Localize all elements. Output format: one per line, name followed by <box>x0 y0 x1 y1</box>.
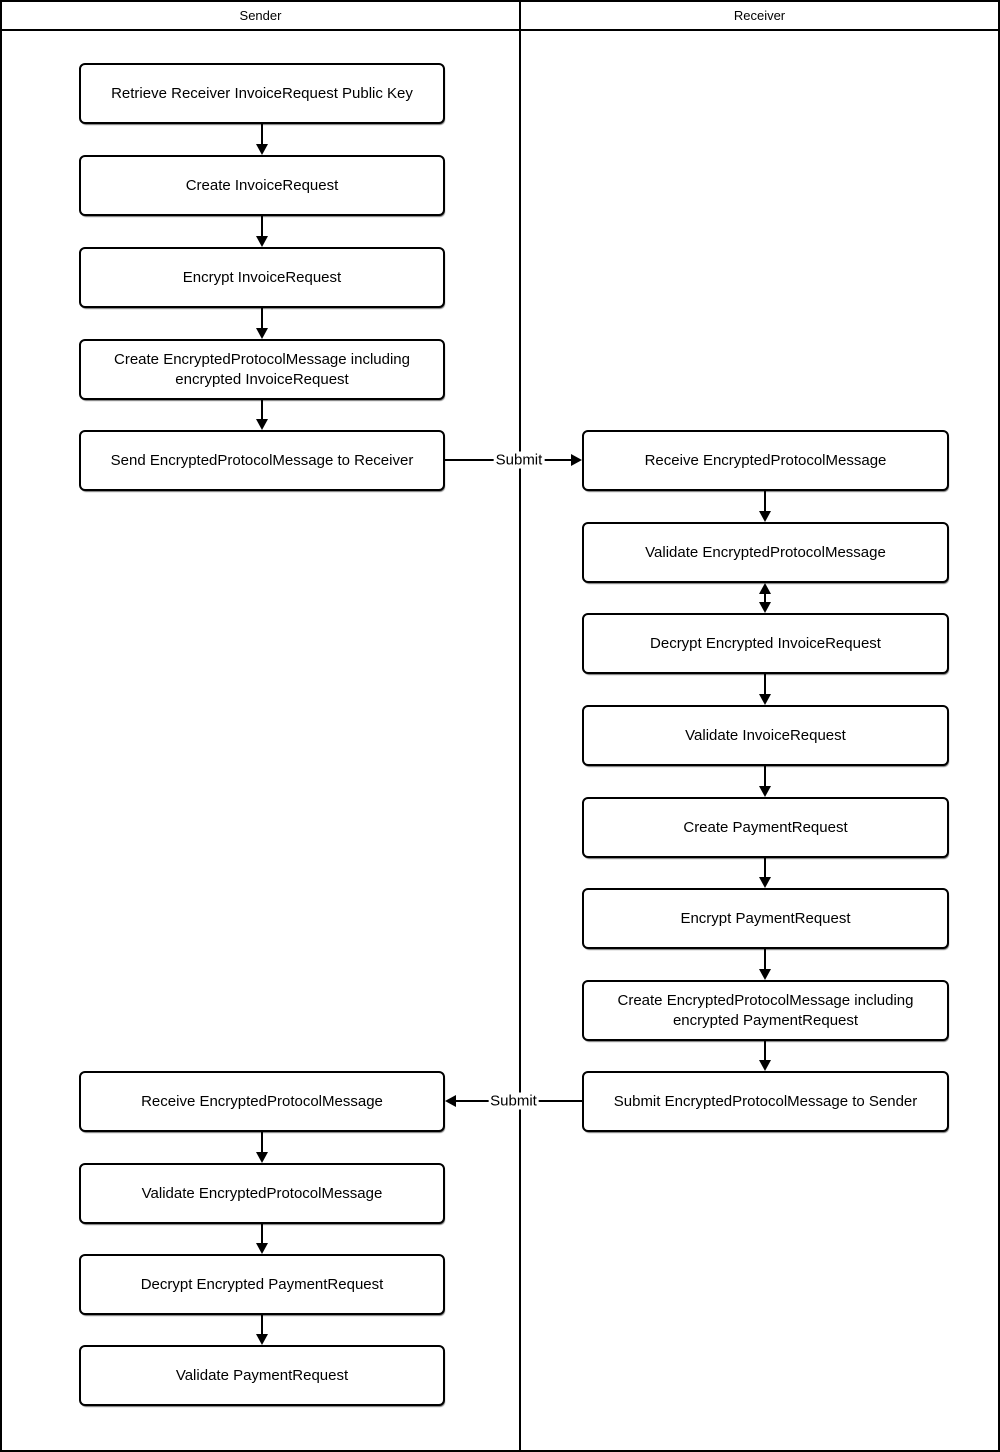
flow-arrow-down <box>759 766 771 797</box>
node-decrypt-encrypted-paymentrequest <box>79 1254 445 1315</box>
submit-arrow-to-sender <box>445 1094 582 1108</box>
node-label: Encrypt PaymentRequest <box>680 909 851 927</box>
flow-arrow-down <box>256 400 268 430</box>
node-encrypt-invoicerequest <box>79 247 445 308</box>
node-label: Submit EncryptedProtocolMessage to Sender <box>613 1092 918 1110</box>
node-label: Validate EncryptedProtocolMessage <box>141 1184 383 1202</box>
node-validate-invoicerequest <box>582 705 949 766</box>
arrow-line <box>764 674 766 696</box>
arrow-line <box>261 216 263 238</box>
arrow-line <box>764 949 766 971</box>
node-sender-receive-encryptedprotocolmessage <box>79 1071 445 1132</box>
node-encrypt-paymentrequest <box>582 888 949 949</box>
arrowhead-down-icon <box>759 877 771 888</box>
flow-arrow-down <box>759 949 771 980</box>
node-decrypt-encrypted-invoicerequest <box>582 613 949 674</box>
lane-title-receiver: Receiver <box>733 8 786 23</box>
arrowhead-down-icon <box>759 1060 771 1071</box>
arrowhead-down-icon <box>256 1243 268 1254</box>
lane-header-sender <box>2 2 519 31</box>
node-create-paymentrequest <box>582 797 949 858</box>
arrow-line <box>261 124 263 146</box>
arrowhead-down-icon <box>256 1334 268 1345</box>
node-label: Validate EncryptedProtocolMessage <box>645 543 886 561</box>
arrow-line <box>764 766 766 788</box>
arrowhead-down-icon <box>759 969 771 980</box>
node-create-encryptedprotocolmessage-paymentrequest <box>582 980 949 1041</box>
arrowhead-down-icon <box>256 419 268 430</box>
arrow-line <box>261 1224 263 1245</box>
node-receiver-validate-encryptedprotocolmessage <box>582 522 949 583</box>
arrowhead-down-icon <box>256 1152 268 1163</box>
node-label: Create PaymentRequest <box>683 818 848 836</box>
flow-arrow-down <box>256 1315 268 1345</box>
node-label: Validate InvoiceRequest <box>685 726 846 744</box>
node-label: Validate PaymentRequest <box>175 1366 349 1384</box>
node-sender-validate-encryptedprotocolmessage <box>79 1163 445 1224</box>
lane-header-receiver <box>521 2 998 31</box>
flow-arrow-double <box>759 583 771 613</box>
arrowhead-down-icon <box>759 602 771 613</box>
arrowhead-left-icon <box>445 1095 456 1107</box>
submit-label: Submit <box>490 1092 537 1110</box>
flow-arrow-down <box>256 1132 268 1163</box>
submit-arrow-to-receiver <box>445 453 582 467</box>
arrowhead-down-icon <box>256 236 268 247</box>
flow-arrow-down <box>256 124 268 155</box>
arrow-line <box>261 1315 263 1336</box>
node-label: Retrieve Receiver InvoiceRequest Public Key <box>111 84 413 102</box>
flow-arrow-down <box>256 1224 268 1254</box>
flow-arrow-down <box>759 858 771 888</box>
arrow-line <box>261 400 263 421</box>
arrow-line <box>261 308 263 330</box>
node-label: Create EncryptedProtocolMessage including encrypted PaymentRequest <box>617 991 914 1029</box>
node-create-invoicerequest <box>79 155 445 216</box>
arrowhead-down-icon <box>256 328 268 339</box>
node-label: Create InvoiceRequest <box>185 176 339 194</box>
arrow-line <box>764 491 766 513</box>
arrowhead-down-icon <box>759 786 771 797</box>
node-label: Create EncryptedProtocolMessage including encrypted InvoiceRequest <box>114 350 410 388</box>
node-retrieve-receiver-invoicerequest-public-key <box>79 63 445 124</box>
flow-arrow-down <box>759 1041 771 1071</box>
node-label: Receive EncryptedProtocolMessage <box>141 1092 383 1110</box>
flow-arrow-down <box>256 308 268 339</box>
arrow-line <box>261 1132 263 1154</box>
flow-arrow-down <box>759 491 771 522</box>
node-label: Encrypt InvoiceRequest <box>182 268 342 286</box>
node-receiver-receive-encryptedprotocolmessage <box>582 430 949 491</box>
node-send-encryptedprotocolmessage-to-receiver <box>79 430 445 491</box>
arrowhead-down-icon <box>759 694 771 705</box>
node-validate-paymentrequest <box>79 1345 445 1406</box>
arrowhead-up-icon <box>759 583 771 594</box>
lane-divider <box>519 2 521 1450</box>
submit-label: Submit <box>495 451 543 469</box>
flow-arrow-down <box>256 216 268 247</box>
node-submit-encryptedprotocolmessage-to-sender <box>582 1071 949 1132</box>
arrow-line <box>764 1041 766 1062</box>
arrowhead-down-icon <box>256 144 268 155</box>
node-label: Decrypt Encrypted InvoiceRequest <box>650 634 881 652</box>
arrowhead-down-icon <box>759 511 771 522</box>
arrow-line <box>764 858 766 879</box>
node-create-encryptedprotocolmessage-invoicerequest <box>79 339 445 400</box>
flow-arrow-down <box>759 674 771 705</box>
node-label: Send EncryptedProtocolMessage to Receiver <box>110 451 414 469</box>
lane-title-sender: Sender <box>239 8 282 23</box>
node-label: Receive EncryptedProtocolMessage <box>644 451 887 469</box>
node-label: Decrypt Encrypted PaymentRequest <box>140 1275 384 1293</box>
arrowhead-right-icon <box>571 454 582 466</box>
